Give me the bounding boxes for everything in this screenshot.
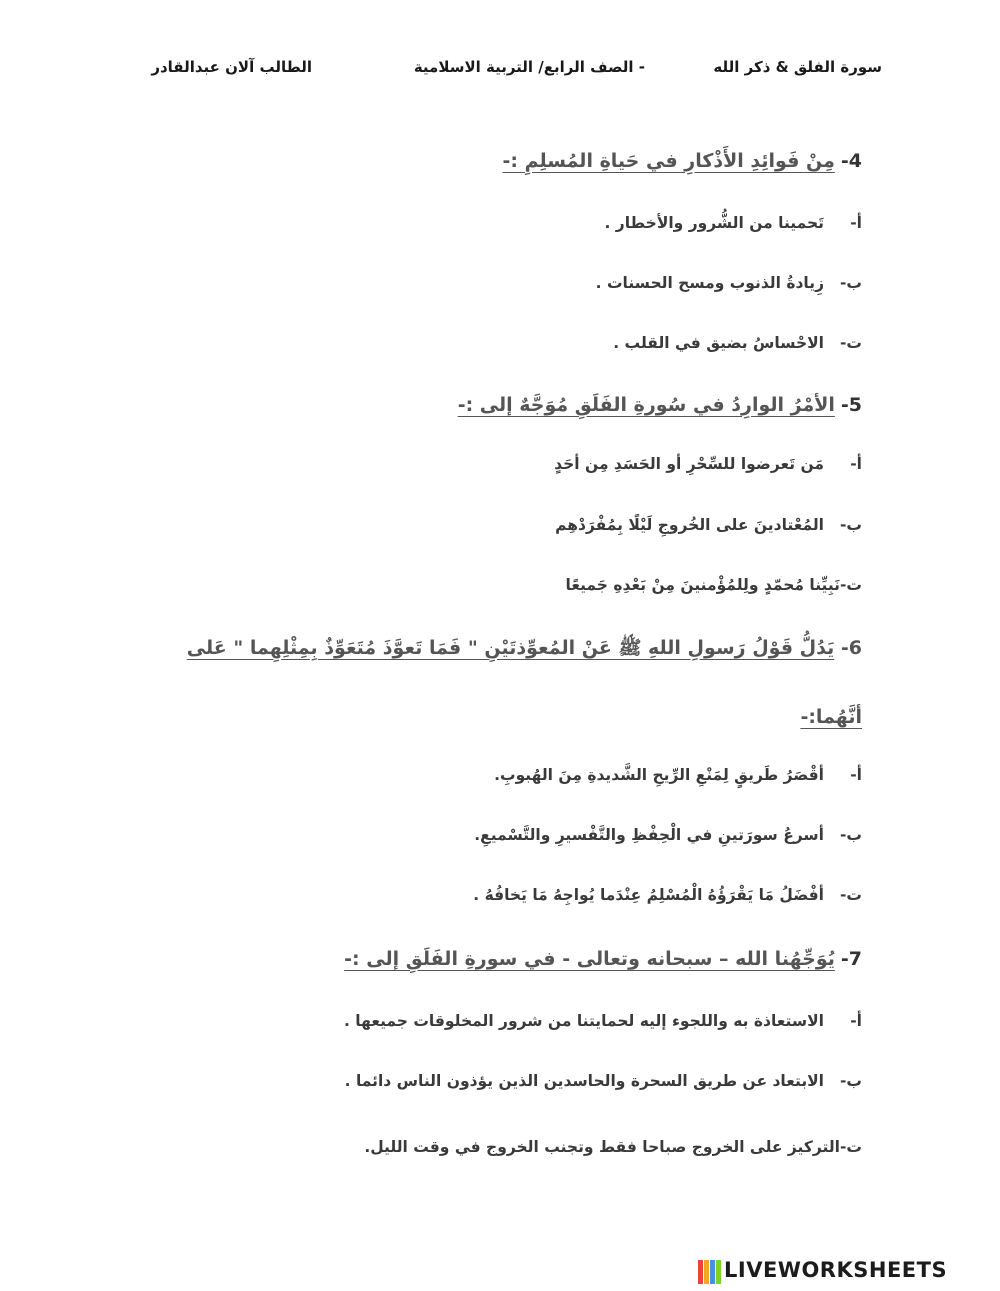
question-4-option-c[interactable] [613, 334, 862, 352]
option-text: الابتعاد عن طريق السحرة والحاسدين الذين يؤذون الناس دائما . [344, 1072, 824, 1090]
question-5-option-a[interactable] [554, 455, 862, 473]
question-6-option-b[interactable] [474, 826, 862, 844]
question-text: الأمْرُ الوارِدُ في سُورةِ الفَلَقِ مُوَجَّهٌ إلى :- [457, 394, 835, 416]
option-letter: ب- [839, 1072, 862, 1090]
question-5-option-b[interactable] [555, 516, 862, 534]
question-4-option-b[interactable] [596, 274, 862, 292]
option-letter: ت- [839, 886, 862, 904]
option-text: زِيادةُ الذنوب ومسح الحسنات . [595, 274, 824, 292]
logo-bar-red [698, 1260, 703, 1284]
question-text: يُوَجِّهُنا الله – سبحانه وتعالى - في سورةِ الفَلَقِ إلى :- [344, 948, 835, 970]
header-student: الطالب آلان عبدالقادر [151, 58, 312, 76]
question-5-option-c[interactable] [566, 576, 862, 594]
option-letter: أ- [850, 455, 862, 473]
option-letter: ت- [839, 334, 862, 352]
question-4-option-a[interactable] [605, 214, 862, 232]
question-6-heading-line1 [186, 636, 862, 664]
option-letter: أ- [850, 766, 862, 784]
option-text: أسرعُ سورَتينِ في الْحِفْظِ والتَّفْسيرِ والتَّسْميعِ. [474, 826, 824, 844]
liveworksheets-logo-icon [698, 1260, 720, 1284]
option-text: المُعْتادينَ على الخُروجِ لَيْلًا بِمُفْرَدْهِم [555, 516, 824, 534]
question-6-option-c[interactable] [473, 886, 862, 904]
option-text: التركيز على الخروج صباحا فقط وتجنب الخروج في وقت الليل. [364, 1138, 840, 1156]
logo-bar-green [716, 1260, 721, 1284]
option-letter: ب- [839, 826, 862, 844]
option-text: مَن تَعرضوا للسِّحْرِ أو الحَسَدِ مِن أحَدٍ [554, 455, 824, 473]
question-6-heading-line2 [800, 706, 862, 728]
liveworksheets-footer[interactable] [698, 1258, 998, 1288]
question-5-heading [458, 394, 862, 416]
option-text: نَبِيِّنا مُحمّدٍ ولِلمُؤْمنينَ مِنْ بَعْدِهِ جَميعًا [565, 576, 840, 594]
question-number: 6- [840, 637, 862, 659]
option-letter: ت- [839, 576, 862, 594]
question-text-continued: أنَّهُما:- [800, 706, 862, 728]
header-title: سورة الفلق & ذكر الله [713, 58, 882, 76]
question-number: 5- [840, 394, 862, 416]
logo-bar-orange [704, 1260, 709, 1284]
brand-name: LIVEWORKSHEETS [724, 1258, 948, 1282]
option-text: الاحْساسُ بضيق في القلب . [613, 334, 824, 352]
question-7-option-b[interactable] [345, 1072, 862, 1090]
option-text: أفْضَلُ مَا يَقْرَؤُهُ الْمُسْلِمُ عِنْدَما يُواجِهُ مَا يَخافُهُ . [473, 886, 824, 904]
question-number: 4- [840, 150, 862, 172]
question-text: مِنْ فَوائِدِ الأَذْكارِ في حَياةِ المُسلِمِ :- [502, 150, 835, 172]
question-4-heading [502, 150, 862, 172]
option-letter: ب- [839, 516, 862, 534]
question-7-option-a[interactable] [344, 1012, 862, 1030]
option-text: الاستعاذة به واللجوء إليه لحمايتنا من شرور المخلوقات جميعها . [343, 1012, 824, 1030]
question-6-option-a[interactable] [494, 766, 862, 784]
option-text: أقْصَرُ طَريقٍ لِمَنْعِ الرِّيحِ الشَّديدةِ مِنَ الهُبوبِ. [494, 766, 824, 784]
question-7-option-c[interactable] [364, 1138, 862, 1156]
option-text: تَحمينا من الشُّرور والأخطار . [604, 214, 824, 232]
option-letter: أ- [850, 214, 862, 232]
page-header [0, 58, 1000, 88]
header-grade: - الصف الرابع/ التربية الاسلامية [413, 58, 645, 76]
question-7-heading [344, 948, 862, 970]
option-letter: ب- [839, 274, 862, 292]
option-letter: ت- [839, 1138, 862, 1156]
option-letter: أ- [850, 1012, 862, 1030]
question-number: 7- [840, 948, 862, 970]
logo-bar-blue [710, 1260, 715, 1284]
question-text: يَدُلُّ قَوْلُ رَسولِ اللهِ ﷺ عَنْ المُعوِّذتَيْنِ " فَمَا تَعوَّذَ مُتَعَوِّذٌ بِمِثْلِهِما " عَلى [186, 637, 835, 659]
